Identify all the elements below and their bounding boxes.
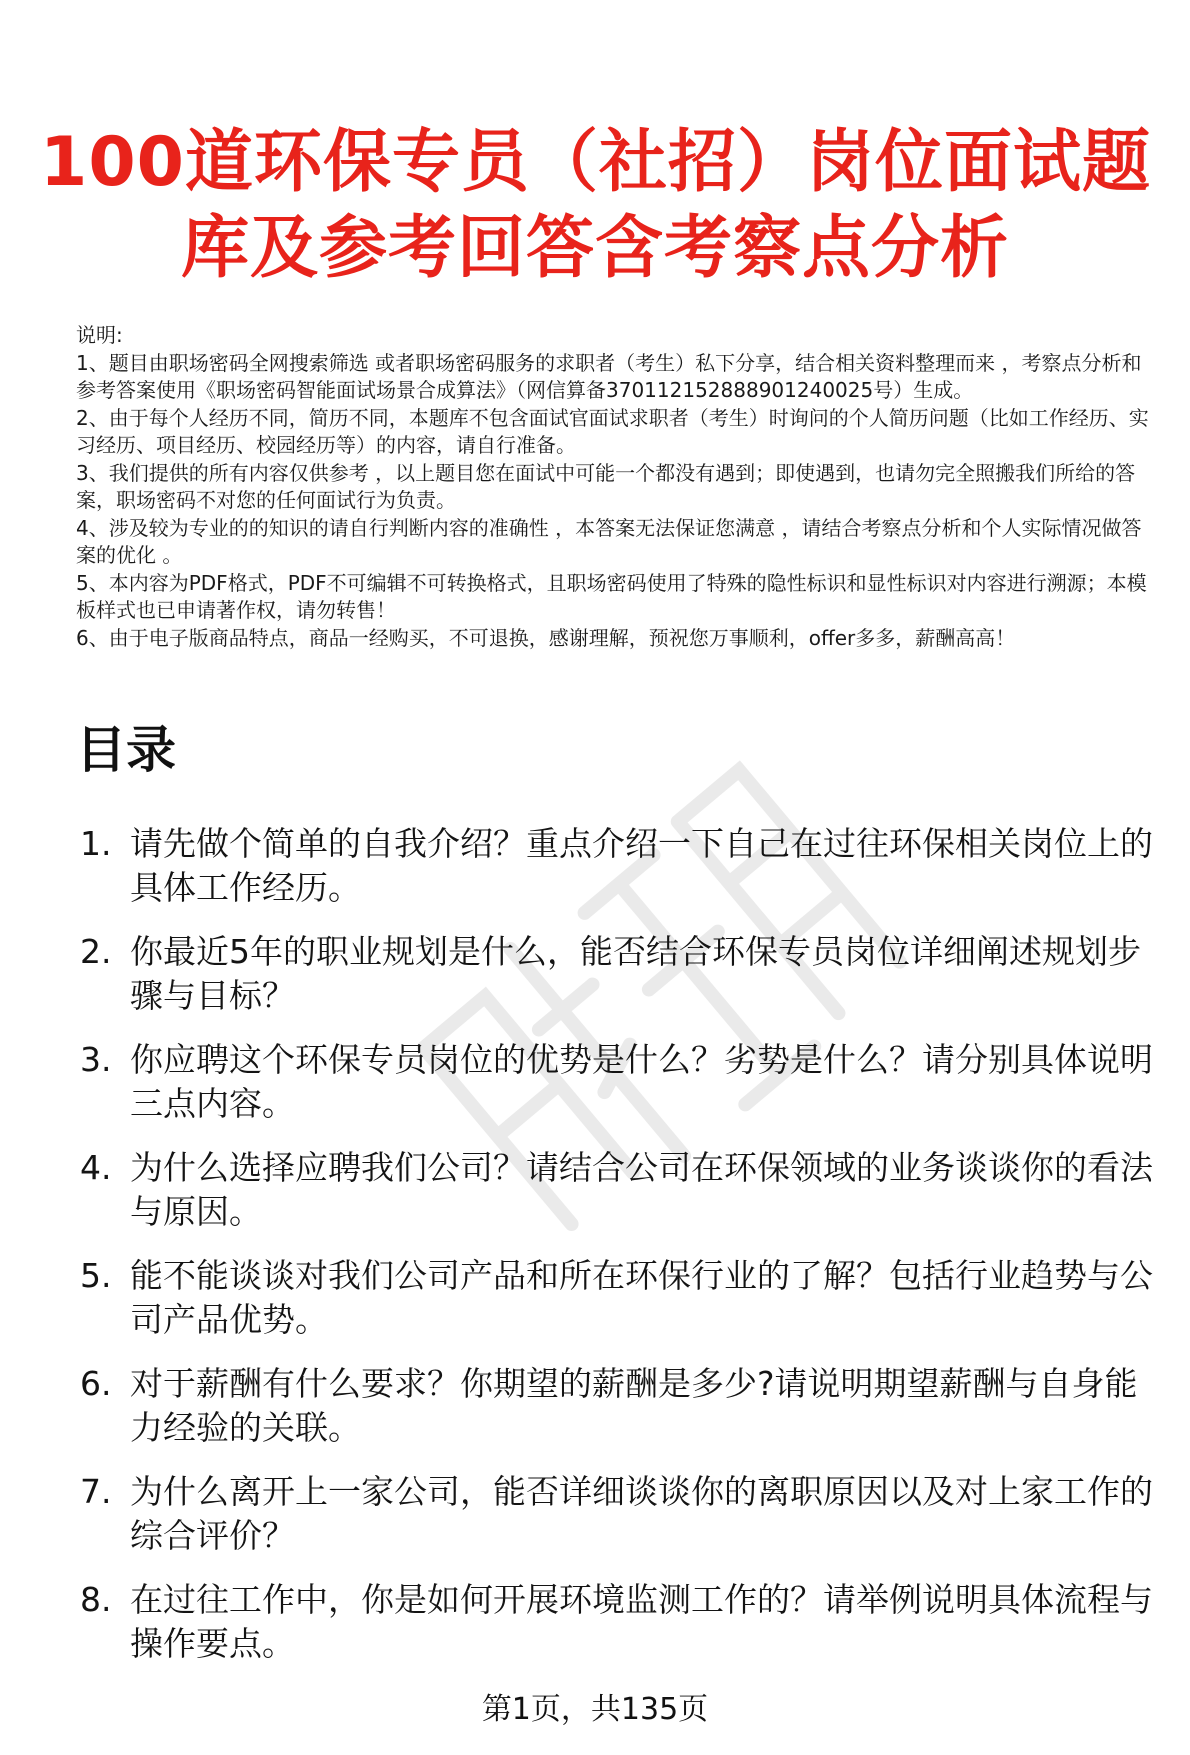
- toc-item[interactable]: [76, 1470, 1160, 1558]
- toc-item-number: 2.: [80, 932, 112, 971]
- toc-item[interactable]: [76, 1038, 1160, 1126]
- instructions-section: [76, 322, 1152, 652]
- toc-item-number: 4.: [80, 1148, 112, 1187]
- toc-item-text: 你应聘这个环保专员岗位的优势是什么？劣势是什么？请分别具体说明三点内容。: [130, 1040, 1153, 1123]
- toc-item-number: 7.: [80, 1472, 112, 1511]
- toc-item-number: 5.: [80, 1256, 112, 1295]
- instruction-item: 5、本内容为PDF格式，PDF不可编辑不可转换格式，且职场密码使用了特殊的隐性标识和显性标识对内容进行溯源；本模板样式也已申请著作权，请勿转售！: [76, 570, 1147, 622]
- page-number: 第1页，共135页: [481, 1692, 709, 1727]
- title-line-2: 库及参考回答含考察点分析: [180, 209, 1009, 288]
- toc-item-text: 请先做个简单的自我介绍？重点介绍一下自己在过往环保相关岗位上的具体工作经历。: [130, 824, 1153, 907]
- toc-item-text: 为什么离开上一家公司，能否详细谈谈你的离职原因以及对上家工作的综合评价？: [130, 1472, 1153, 1555]
- toc-item-text: 对于薪酬有什么要求？你期望的薪酬是多少?请说明期望薪酬与自身能力经验的关联。: [130, 1364, 1138, 1447]
- instruction-item: 1、题目由职场密码全网搜索筛选 或者职场密码服务的求职者（考生）私下分享，结合相关资料整理而来 ，考察点分析和参考答案使用《职场密码智能面试场景合成算法》（网信算备370112152888901240025号）生成。: [76, 350, 1142, 402]
- toc-item-text: 为什么选择应聘我们公司？请结合公司在环保领域的业务谈谈你的看法与原因。: [130, 1148, 1153, 1231]
- toc-item-text: 你最近5年的职业规划是什么，能否结合环保专员岗位详细阐述规划步骤与目标？: [130, 932, 1141, 1015]
- instruction-item: 6、由于电子版商品特点，商品一经购买，不可退换，感谢理解，预祝您万事顺利，offer多多，薪酬高高！: [76, 625, 1016, 650]
- toc-item[interactable]: [76, 1254, 1160, 1342]
- toc-item-number: 6.: [80, 1364, 112, 1403]
- toc-item[interactable]: [76, 822, 1160, 910]
- toc-item-text: 能不能谈谈对我们公司产品和所在环保行业的了解？包括行业趋势与公司产品优势。: [130, 1256, 1153, 1339]
- document-title: [40, 120, 1150, 292]
- toc-item[interactable]: [76, 930, 1160, 1018]
- toc-item-number: 8.: [80, 1580, 112, 1619]
- toc-list: [76, 822, 1160, 1686]
- instructions-heading: 说明:: [76, 323, 123, 347]
- toc-item[interactable]: [76, 1362, 1160, 1450]
- toc-item-text: 在过往工作中，你是如何开展环境监测工作的？请举例说明具体流程与操作要点。: [130, 1580, 1153, 1663]
- instruction-item: 2、由于每个人经历不同，简历不同，本题库不包含面试官面试求职者（考生）时询问的个人简历问题（比如工作经历、实习经历、项目经历、校园经历等）的内容，请自行准备。: [76, 405, 1149, 457]
- toc-item[interactable]: [76, 1578, 1160, 1666]
- toc-heading: 目录: [76, 721, 176, 779]
- title-line-1: 100道环保专员（社招）岗位面试题: [40, 123, 1151, 202]
- instruction-item: 4、涉及较为专业的的知识的请自行判断内容的准确性 ，本答案无法保证您满意 ，请结合考察点分析和个人实际情况做答案的优化 。: [76, 515, 1142, 567]
- instruction-item: 3、我们提供的所有内容仅供参考 ，以上题目您在面试中可能一个都没有遇到；即使遇到，也请勿完全照搬我们所给的答案，职场密码不对您的任何面试行为负责。: [76, 460, 1136, 512]
- toc-item[interactable]: [76, 1146, 1160, 1234]
- toc-item-number: 3.: [80, 1040, 112, 1079]
- toc-item-number: 1.: [80, 824, 112, 863]
